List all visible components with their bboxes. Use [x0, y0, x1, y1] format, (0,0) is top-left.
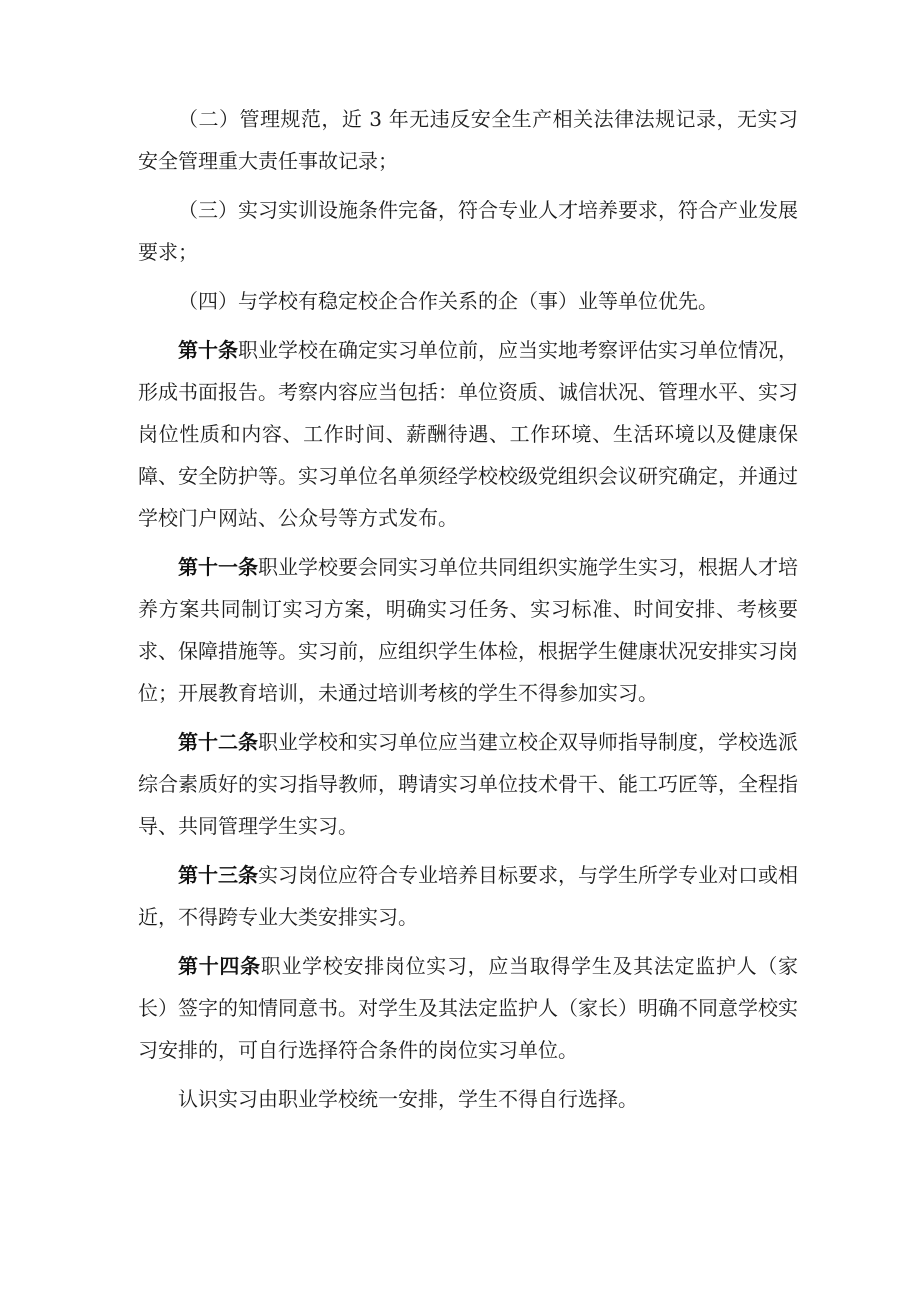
article-text: 职业学校要会同实习单位共同组织实施学生实习，根据人才培养方案共同制订实习方案，明确实习任务、实习标准、时间安排、考核要求、保障措施等。实习前，应组织学生体检，根据学生健康状况安排实习岗位；开展教育培训，未通过培训考核的学生不得参加实习。: [138, 555, 798, 705]
article-text: 实习岗位应符合专业培养目标要求，与学生所学专业对口或相近，不得跨专业大类安排实习。: [138, 863, 798, 929]
article-heading: 第十条: [178, 338, 238, 362]
article-12: [138, 721, 798, 847]
article-10: [138, 329, 798, 539]
article-text: 职业学校和实习单位应当建立校企双导师指导制度，学校选派综合素质好的实习指导教师，聘请实习单位技术骨干、能工巧匠等，全程指导、共同管理学生实习。: [138, 730, 798, 838]
article-heading: 第十二条: [178, 730, 258, 754]
paragraph-text: 认识实习由职业学校统一安排，学生不得自行选择。: [178, 1087, 638, 1111]
article-heading: 第十三条: [178, 863, 258, 887]
cognitive-internship-note: [138, 1078, 798, 1120]
article-heading: 第十一条: [178, 555, 258, 579]
paragraph-text: （三）实习实训设施条件完备，符合专业人才培养要求，符合产业发展要求；: [138, 198, 798, 264]
paragraph-item-4: [138, 280, 798, 322]
document-body: [138, 98, 798, 1127]
article-13: [138, 854, 798, 938]
article-text: 职业学校在确定实习单位前，应当实地考察评估实习单位情况，形成书面报告。考察内容应当包括：单位资质、诚信状况、管理水平、实习岗位性质和内容、工作时间、薪酬待遇、工作环境、生活环境以及健康保障、安全防护等。实习单位名单须经学校校级党组织会议研究确定，并通过学校门户网站、公众号等方式发布。: [138, 338, 798, 530]
article-text: 职业学校安排岗位实习，应当取得学生及其法定监护人（家长）签字的知情同意书。对学生及其法定监护人（家长）明确不同意学校实习安排的，可自行选择符合条件的岗位实习单位。: [138, 954, 799, 1062]
paragraph-item-3: [138, 189, 798, 273]
article-14: [138, 945, 798, 1071]
paragraph-text: （二）管理规范，近 3 年无违反安全生产相关法律法规记录，无实习安全管理重大责任事故记录；: [138, 107, 798, 173]
paragraph-text: （四）与学校有稳定校企合作关系的企（事）业等单位优先。: [178, 289, 718, 313]
article-11: [138, 546, 798, 714]
paragraph-item-2: [138, 98, 798, 182]
article-heading: 第十四条: [178, 954, 261, 978]
